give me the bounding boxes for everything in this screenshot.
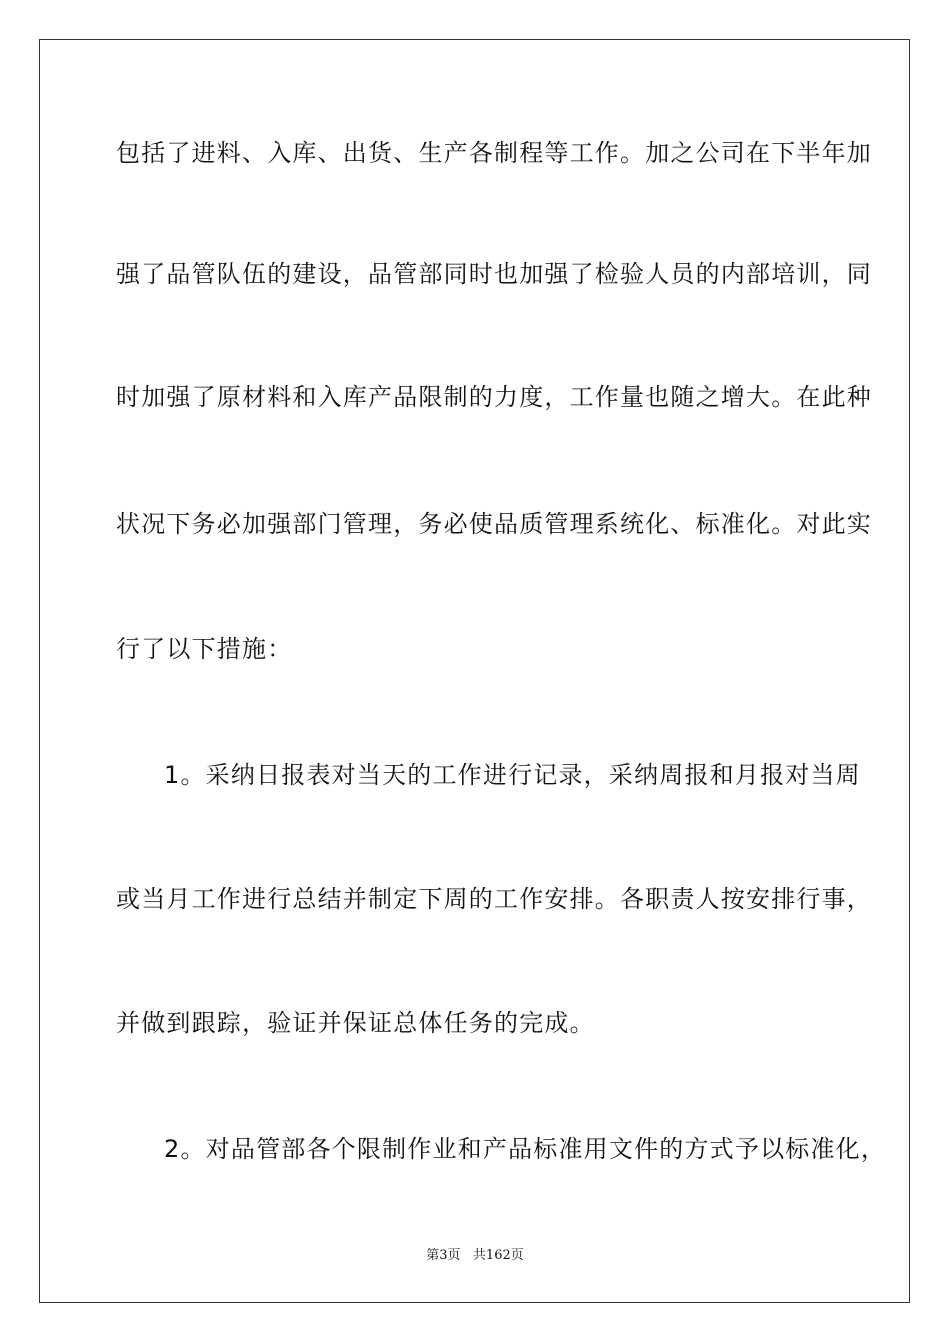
page-footer bbox=[0, 1248, 950, 1264]
body-text-line: 强了品管队伍的建设，品管部同时也加强了检验人员的内部培训，同 bbox=[116, 260, 872, 288]
total-pages: 共162页 bbox=[472, 1248, 524, 1263]
body-text-line: 状况下务必加强部门管理，务必使品质管理系统化、标准化。对此实 bbox=[116, 510, 872, 538]
body-text-line: 或当月工作进行总结并制定下周的工作安排。各职责人按安排行事， bbox=[116, 885, 872, 913]
numbered-paragraph-line: 2。对品管部各个限制作业和产品标准用文件的方式予以标准化， bbox=[164, 1135, 887, 1163]
body-text-line: 时加强了原材料和入库产品限制的力度，工作量也随之增大。在此种 bbox=[116, 383, 872, 411]
page-number: 第3页 bbox=[426, 1248, 461, 1263]
body-text-line: 行了以下措施： bbox=[116, 635, 293, 663]
body-text-line: 并做到跟踪，验证并保证总体任务的完成。 bbox=[116, 1009, 595, 1037]
page-border bbox=[39, 39, 910, 1303]
body-text-line: 包括了进料、入库、出货、生产各制程等工作。加之公司在下半年加 bbox=[116, 139, 872, 167]
numbered-paragraph-line: 1。采纳日报表对当天的工作进行记录，采纳周报和月报对当周 bbox=[164, 761, 861, 789]
